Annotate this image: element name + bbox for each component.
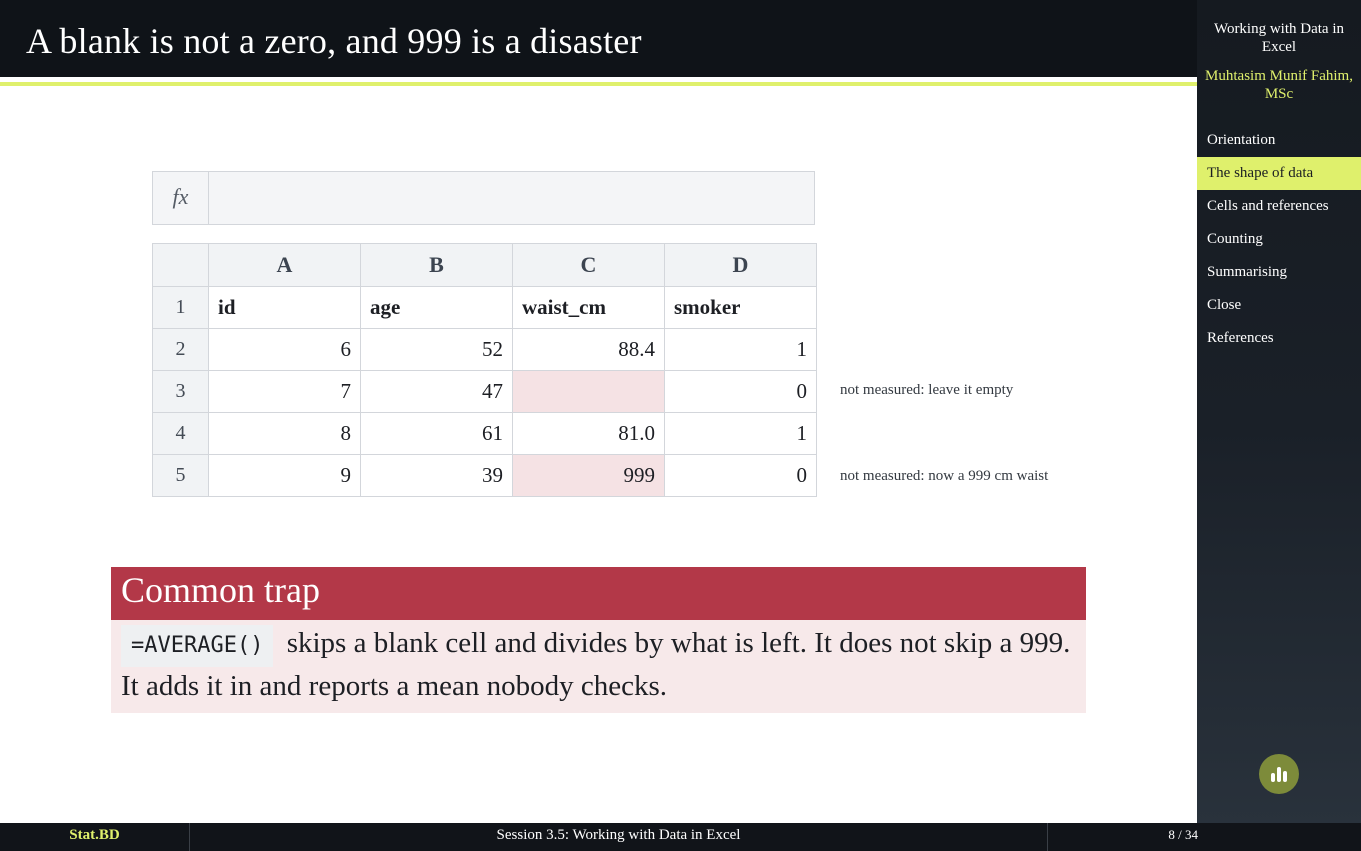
column-header[interactable]: D <box>665 244 817 287</box>
table-cell[interactable]: 39 <box>361 455 513 497</box>
corner-cell <box>153 244 209 287</box>
table-cell[interactable]: 47 <box>361 371 513 413</box>
header-rule <box>0 82 1197 86</box>
note-999: not measured: now a 999 cm waist <box>840 468 1049 484</box>
table-cell[interactable]: 0 <box>665 371 817 413</box>
sentinel-cell[interactable]: 999 <box>513 455 665 497</box>
row-header[interactable]: 4 <box>153 413 209 455</box>
row-header[interactable]: 1 <box>153 287 209 329</box>
callout-text: skips a blank cell and divides by what is left. It does not skip a 999. It adds it in and reports a mean nobody checks. <box>121 627 1071 702</box>
sidebar-item-counting[interactable]: Counting <box>1207 231 1263 247</box>
table-cell[interactable]: 81.0 <box>513 413 665 455</box>
row-header[interactable]: 5 <box>153 455 209 497</box>
sidebar-item-references[interactable]: References <box>1207 330 1274 346</box>
callout-body <box>121 624 1076 706</box>
formula-bar <box>152 171 815 225</box>
note-blank: not measured: leave it empty <box>840 382 1014 398</box>
table-cell[interactable]: smoker <box>665 287 817 329</box>
table-cell[interactable]: age <box>361 287 513 329</box>
column-header-row <box>153 244 817 287</box>
sidebar-item-cells-and-references[interactable]: Cells and references <box>1207 198 1329 214</box>
footer-session-title: Session 3.5: Working with Data in Excel <box>190 823 1048 851</box>
blank-cell[interactable] <box>513 371 665 413</box>
footer-brand[interactable]: Stat.BD <box>0 823 190 851</box>
table-row <box>153 329 817 371</box>
formula-input[interactable] <box>210 172 814 224</box>
sidebar-nav <box>1197 124 1361 355</box>
row-header[interactable]: 2 <box>153 329 209 371</box>
slide-footer <box>0 823 1361 851</box>
table-cell[interactable]: 1 <box>665 329 817 371</box>
column-header[interactable]: B <box>361 244 513 287</box>
callout-title: Common trap <box>121 570 320 610</box>
table-cell[interactable]: 9 <box>209 455 361 497</box>
table-cell[interactable]: 88.4 <box>513 329 665 371</box>
table-cell[interactable]: 52 <box>361 329 513 371</box>
table-cell[interactable]: 7 <box>209 371 361 413</box>
table-cell[interactable]: waist_cm <box>513 287 665 329</box>
slide-title: A blank is not a zero, and 999 is a disaster <box>26 21 642 61</box>
bar-chart-icon[interactable] <box>1259 754 1299 794</box>
author-name: Muhtasim Munif Fahim, MSc <box>1205 68 1353 102</box>
table-cell[interactable]: id <box>209 287 361 329</box>
callout-header <box>111 567 1086 620</box>
sidebar-item-close[interactable]: Close <box>1207 297 1242 313</box>
deck-title: Working with Data in Excel <box>1213 21 1345 55</box>
row-header[interactable]: 3 <box>153 371 209 413</box>
fx-icon: fx <box>153 172 209 224</box>
sidebar-item-summarising[interactable]: Summarising <box>1207 264 1288 280</box>
column-header[interactable]: A <box>209 244 361 287</box>
sidebar-item-shape-of-data[interactable]: The shape of data <box>1197 157 1361 190</box>
code-snippet: =AVERAGE() <box>121 625 273 667</box>
page-number: 8 / 34 <box>1168 827 1198 842</box>
table-cell[interactable]: 61 <box>361 413 513 455</box>
table-row <box>153 413 817 455</box>
table-cell[interactable]: 6 <box>209 329 361 371</box>
spreadsheet <box>152 243 817 497</box>
callout-box <box>111 567 1086 713</box>
table-cell[interactable]: 8 <box>209 413 361 455</box>
table-row <box>153 287 817 329</box>
table-row <box>153 371 817 413</box>
table-cell[interactable]: 1 <box>665 413 817 455</box>
sidebar <box>1197 0 1361 851</box>
table-cell[interactable]: 0 <box>665 455 817 497</box>
sidebar-item-orientation[interactable]: Orientation <box>1207 132 1276 148</box>
slide-header <box>0 0 1197 77</box>
table-row <box>153 455 817 497</box>
column-header[interactable]: C <box>513 244 665 287</box>
